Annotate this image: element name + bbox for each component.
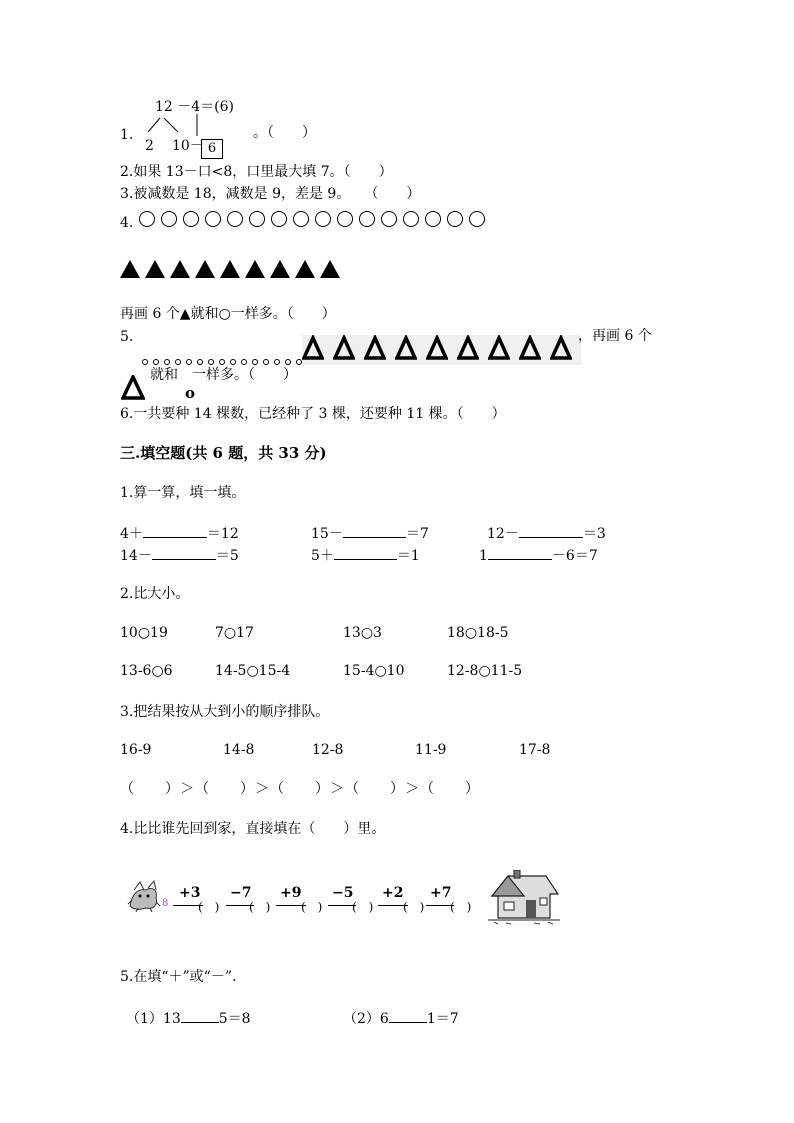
q4-number: 4. bbox=[120, 215, 134, 231]
circle-shape bbox=[447, 211, 463, 227]
small-circle-shape bbox=[252, 359, 258, 365]
filled-triangle-shape bbox=[170, 260, 190, 278]
q1-split-lines bbox=[142, 114, 202, 136]
answer-paren[interactable]: ( ) bbox=[352, 900, 374, 914]
order-item: 16-9 bbox=[120, 742, 152, 758]
order-blanks[interactable]: （ ）＞（ ）＞（ ）＞（ ）＞（ ） bbox=[120, 781, 480, 797]
compare-item: 14-5○15-4 bbox=[215, 663, 291, 679]
outline-triangle-shape bbox=[364, 335, 386, 361]
q1-equation: 12 －4＝(6) bbox=[155, 99, 235, 115]
small-circle-shape bbox=[285, 359, 291, 365]
outline-triangle-shape bbox=[302, 335, 324, 361]
filled-triangle-shape bbox=[195, 260, 215, 278]
answer-paren[interactable]: ( ) bbox=[403, 900, 425, 914]
answer-paren[interactable]: ( ) bbox=[450, 900, 472, 914]
small-circle-shape bbox=[274, 359, 280, 365]
small-circle-shape bbox=[175, 359, 181, 365]
q5-triangle-row bbox=[302, 335, 581, 365]
small-circle-shape bbox=[219, 359, 225, 365]
filled-triangle-shape bbox=[120, 260, 140, 278]
op-label: +9 bbox=[280, 885, 302, 901]
circle-shape bbox=[161, 211, 177, 227]
compare-item: 18○18-5 bbox=[447, 625, 509, 641]
circle-shape bbox=[183, 211, 199, 227]
order-item: 12-8 bbox=[312, 742, 344, 758]
answer-blank[interactable] bbox=[152, 545, 216, 560]
answer-blank[interactable] bbox=[143, 523, 207, 538]
op-label: −7 bbox=[230, 885, 252, 901]
circle-shape bbox=[425, 211, 441, 227]
q5-number: 5. bbox=[120, 329, 134, 345]
q1-tail: 。（ ） bbox=[253, 125, 316, 141]
outline-triangle-shape bbox=[395, 335, 417, 361]
answer-blank[interactable] bbox=[488, 545, 552, 560]
p3-q3-title: 3.把结果按从大到小的顺序排队。 bbox=[120, 704, 330, 720]
circle-shape bbox=[249, 211, 265, 227]
circle-shape bbox=[139, 211, 155, 227]
answer-paren[interactable]: ( ) bbox=[301, 900, 323, 914]
compare-item: 13-6○6 bbox=[120, 663, 173, 679]
small-circle-shape bbox=[153, 359, 159, 365]
circle-shape bbox=[337, 211, 353, 227]
answer-paren[interactable]: ( ) bbox=[198, 900, 220, 914]
circle-shape bbox=[381, 211, 397, 227]
order-item: 17-8 bbox=[519, 742, 551, 758]
q5-triangle-icon bbox=[121, 375, 145, 401]
p3-q2-title: 2.比大小。 bbox=[120, 586, 190, 602]
small-circle-shape bbox=[241, 359, 247, 365]
q1-answer-box: 6 bbox=[201, 139, 223, 159]
q1-split-right: 10－ bbox=[172, 138, 204, 154]
circle-shape bbox=[359, 211, 375, 227]
small-circle-shape bbox=[164, 359, 170, 365]
small-circle-shape bbox=[142, 359, 148, 365]
filled-triangle-shape bbox=[320, 260, 340, 278]
calc-item: 15－ ＝7 bbox=[311, 523, 429, 543]
outline-triangle-shape bbox=[457, 335, 479, 361]
p3-q5-title: 5.在填“＋”或“－”. bbox=[120, 969, 237, 985]
filled-triangle-shape bbox=[145, 260, 165, 278]
outline-triangle-shape bbox=[519, 335, 541, 361]
race-track bbox=[120, 868, 564, 928]
sign-item-2: （2）6 1＝7 bbox=[343, 1008, 459, 1028]
calc-item: 14－ ＝5 bbox=[120, 545, 239, 565]
op-label: −5 bbox=[332, 885, 354, 901]
outline-triangle-shape bbox=[333, 335, 355, 361]
circle-shape bbox=[315, 211, 331, 227]
house-icon bbox=[484, 870, 562, 926]
outline-triangle-shape bbox=[550, 335, 572, 361]
order-item: 14-8 bbox=[223, 742, 255, 758]
answer-blank[interactable] bbox=[519, 523, 583, 538]
q4-triangles bbox=[120, 260, 345, 283]
compare-item: 15-4○10 bbox=[343, 663, 405, 679]
q4-text: 再画 6 个▲就和○一样多。（ ） bbox=[120, 306, 336, 322]
start-number: 8 bbox=[162, 898, 169, 909]
calc-item: 4＋ ＝12 bbox=[120, 523, 239, 543]
op-label: +3 bbox=[179, 885, 201, 901]
sign-blank[interactable] bbox=[389, 1008, 427, 1023]
small-circle-shape bbox=[263, 359, 269, 365]
small-circle-shape bbox=[186, 359, 192, 365]
small-circle-shape bbox=[208, 359, 214, 365]
circle-shape bbox=[205, 211, 221, 227]
answer-paren[interactable]: ( ) bbox=[249, 900, 271, 914]
q5-dot-mark: o bbox=[185, 384, 196, 402]
p3-q1-title: 1.算一算，填一填。 bbox=[120, 485, 246, 501]
p3-q4-title: 4.比比谁先回到家，直接填在（ ）里。 bbox=[120, 821, 386, 837]
q4-circles bbox=[139, 211, 491, 232]
order-item: 11-9 bbox=[415, 742, 447, 758]
op-label: +2 bbox=[382, 885, 404, 901]
outline-triangle-shape bbox=[426, 335, 448, 361]
q5-text: 就和 一样多。（ ） bbox=[150, 367, 297, 383]
small-circle-shape bbox=[230, 359, 236, 365]
sign-item-1: （1）13 5＝8 bbox=[126, 1008, 251, 1028]
circle-shape bbox=[271, 211, 287, 227]
circle-shape bbox=[227, 211, 243, 227]
op-label: +7 bbox=[430, 885, 452, 901]
filled-triangle-shape bbox=[245, 260, 265, 278]
compare-item: 12-8○11-5 bbox=[447, 663, 523, 679]
animal-icon bbox=[126, 878, 162, 912]
small-circle-shape bbox=[197, 359, 203, 365]
compare-item: 13○3 bbox=[343, 625, 382, 641]
q2-text: 2.如果 13－口<8，口里最大填 7。（ ） bbox=[120, 164, 393, 180]
q3-text: 3.被减数是 18，减数是 9，差是 9。 （ ） bbox=[120, 186, 421, 202]
circle-shape bbox=[403, 211, 419, 227]
calc-item: 12－ ＝3 bbox=[487, 523, 606, 543]
q1-split-left: 2 bbox=[145, 138, 154, 154]
calc-item: 1 －6＝7 bbox=[479, 545, 598, 565]
compare-item: 10○19 bbox=[120, 625, 168, 641]
circle-shape bbox=[469, 211, 485, 227]
q5-tail: ，再画 6 个 bbox=[578, 328, 652, 344]
answer-blank[interactable] bbox=[343, 523, 406, 538]
outline-triangle-shape bbox=[488, 335, 510, 361]
filled-triangle-shape bbox=[295, 260, 315, 278]
answer-blank[interactable] bbox=[334, 545, 397, 560]
section-heading: 三.填空题(共 6 题，共 33 分) bbox=[120, 444, 327, 462]
filled-triangle-shape bbox=[220, 260, 240, 278]
calc-item: 5＋ ＝1 bbox=[311, 545, 420, 565]
sign-blank[interactable] bbox=[181, 1008, 219, 1023]
q6-text: 6.一共要种 14 棵数，已经种了 3 棵，还要种 11 棵。（ ） bbox=[120, 406, 506, 422]
filled-triangle-shape bbox=[270, 260, 290, 278]
circle-shape bbox=[293, 211, 309, 227]
compare-item: 7○17 bbox=[215, 625, 254, 641]
q1-number: 1. bbox=[120, 127, 134, 143]
